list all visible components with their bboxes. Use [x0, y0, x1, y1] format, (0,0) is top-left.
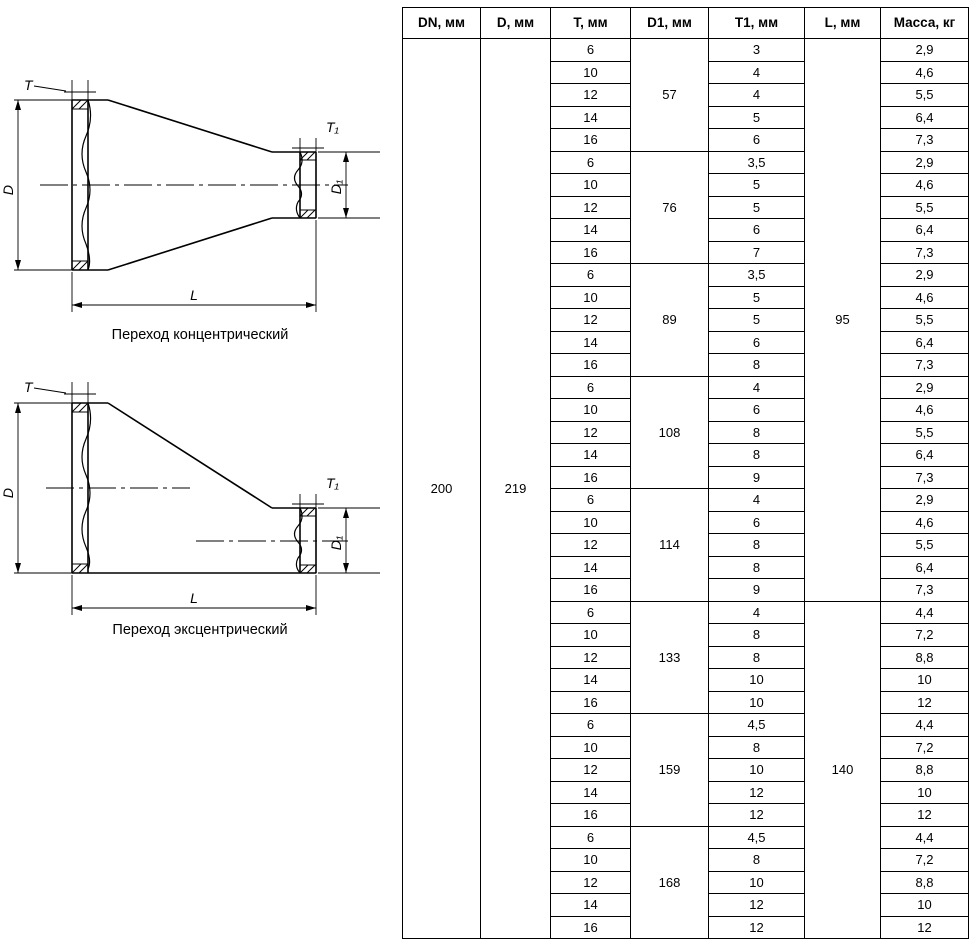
col-header-t: T, мм [551, 8, 631, 39]
cell-t: 12 [551, 196, 631, 219]
cell-mass: 8,8 [881, 871, 969, 894]
cell-t1: 8 [709, 849, 805, 872]
cell-d1: 89 [631, 264, 709, 377]
cell-d1: 57 [631, 39, 709, 152]
cell-t1: 5 [709, 286, 805, 309]
cell-t1: 8 [709, 534, 805, 557]
col-header-t1: T1, мм [709, 8, 805, 39]
cell-t1: 4 [709, 376, 805, 399]
cell-t: 6 [551, 601, 631, 624]
cell-t: 14 [551, 219, 631, 242]
cell-t1: 9 [709, 466, 805, 489]
label-D-concentric: D [0, 184, 16, 196]
cell-t: 14 [551, 894, 631, 917]
label-T-eccentric: T [24, 379, 33, 395]
table-body [403, 39, 969, 939]
concentric-reducer-drawing [0, 60, 400, 350]
cell-t: 10 [551, 399, 631, 422]
cell-t: 12 [551, 534, 631, 557]
cell-t: 10 [551, 849, 631, 872]
cell-t: 10 [551, 511, 631, 534]
cell-t1: 8 [709, 646, 805, 669]
cell-dn: 200 [403, 39, 481, 939]
cell-t: 14 [551, 556, 631, 579]
col-header-l: L, мм [805, 8, 881, 39]
table-row [403, 39, 969, 62]
cell-mass: 6,4 [881, 219, 969, 242]
cell-mass: 4,6 [881, 511, 969, 534]
label-T1-concentric: T₁ [326, 119, 339, 135]
cell-t1: 6 [709, 399, 805, 422]
cell-mass: 4,4 [881, 826, 969, 849]
cell-t1: 4,5 [709, 826, 805, 849]
cell-mass: 10 [881, 669, 969, 692]
cell-t: 16 [551, 129, 631, 152]
cell-mass: 2,9 [881, 376, 969, 399]
cell-d1: 114 [631, 489, 709, 602]
cell-t: 14 [551, 106, 631, 129]
cell-mass: 2,9 [881, 264, 969, 287]
cell-t1: 9 [709, 579, 805, 602]
cell-t1: 5 [709, 106, 805, 129]
cell-t: 10 [551, 736, 631, 759]
cell-t1: 6 [709, 331, 805, 354]
cell-t1: 8 [709, 354, 805, 377]
cell-t: 12 [551, 646, 631, 669]
cell-mass: 7,2 [881, 736, 969, 759]
label-D1-eccentric: D₁ [328, 535, 344, 551]
cell-t1: 5 [709, 196, 805, 219]
cell-t: 10 [551, 61, 631, 84]
specification-table [402, 7, 969, 939]
cell-t: 10 [551, 286, 631, 309]
cell-mass: 5,5 [881, 534, 969, 557]
cell-mass: 5,5 [881, 196, 969, 219]
cell-mass: 6,4 [881, 444, 969, 467]
cell-d1: 133 [631, 601, 709, 714]
cell-t1: 5 [709, 174, 805, 197]
cell-mass: 10 [881, 781, 969, 804]
cell-t1: 6 [709, 129, 805, 152]
cell-d1: 159 [631, 714, 709, 827]
specification-table-wrapper [402, 7, 968, 935]
cell-mass: 12 [881, 691, 969, 714]
cell-mass: 5,5 [881, 421, 969, 444]
cell-t1: 8 [709, 624, 805, 647]
cell-t1: 5 [709, 309, 805, 332]
cell-t: 10 [551, 174, 631, 197]
cell-t1: 3 [709, 39, 805, 62]
cell-t: 6 [551, 264, 631, 287]
caption-eccentric: Переход эксцентрический [112, 622, 288, 638]
label-D1-concentric: D₁ [328, 179, 344, 195]
cell-t: 6 [551, 826, 631, 849]
label-T1-eccentric: T₁ [326, 475, 339, 491]
cell-t1: 8 [709, 444, 805, 467]
table-header [403, 8, 969, 39]
cell-t: 16 [551, 354, 631, 377]
cell-t1: 8 [709, 736, 805, 759]
cell-t: 12 [551, 759, 631, 782]
cell-t: 14 [551, 669, 631, 692]
cell-mass: 4,4 [881, 601, 969, 624]
cell-t1: 3,5 [709, 151, 805, 174]
col-header-d1: D1, мм [631, 8, 709, 39]
label-L-concentric: L [190, 287, 198, 303]
cell-mass: 2,9 [881, 39, 969, 62]
cell-mass: 8,8 [881, 759, 969, 782]
cell-t: 10 [551, 624, 631, 647]
cell-mass: 7,3 [881, 241, 969, 264]
cell-t1: 10 [709, 871, 805, 894]
cell-t1: 12 [709, 781, 805, 804]
cell-t1: 10 [709, 691, 805, 714]
cell-d1: 108 [631, 376, 709, 489]
cell-t: 16 [551, 804, 631, 827]
eccentric-reducer-svg [0, 368, 400, 658]
cell-t: 6 [551, 39, 631, 62]
cell-t: 16 [551, 241, 631, 264]
cell-t1: 4 [709, 84, 805, 107]
cell-mass: 2,9 [881, 151, 969, 174]
cell-mass: 12 [881, 804, 969, 827]
cell-t: 16 [551, 916, 631, 939]
label-T-concentric: T [24, 77, 33, 93]
cell-mass: 6,4 [881, 106, 969, 129]
cell-mass: 6,4 [881, 331, 969, 354]
col-header-dn: DN, мм [403, 8, 481, 39]
cell-t1: 4 [709, 489, 805, 512]
cell-mass: 2,9 [881, 489, 969, 512]
cell-t1: 8 [709, 556, 805, 579]
cell-t: 14 [551, 781, 631, 804]
col-header-d: D, мм [481, 8, 551, 39]
cell-mass: 7,2 [881, 624, 969, 647]
cell-mass: 4,4 [881, 714, 969, 737]
cell-t: 14 [551, 331, 631, 354]
drawings-panel [0, 0, 400, 733]
cell-mass: 4,6 [881, 399, 969, 422]
cell-l: 140 [805, 601, 881, 939]
cell-t1: 3,5 [709, 264, 805, 287]
cell-t1: 6 [709, 219, 805, 242]
cell-t1: 12 [709, 894, 805, 917]
cell-t: 6 [551, 714, 631, 737]
cell-t: 16 [551, 691, 631, 714]
cell-mass: 7,3 [881, 579, 969, 602]
cell-t1: 8 [709, 421, 805, 444]
cell-mass: 4,6 [881, 61, 969, 84]
cell-t: 6 [551, 376, 631, 399]
col-header-mass: Масса, кг [881, 8, 969, 39]
cell-mass: 4,6 [881, 174, 969, 197]
caption-concentric: Переход концентрический [111, 327, 289, 343]
cell-mass: 8,8 [881, 646, 969, 669]
cell-t: 12 [551, 309, 631, 332]
cell-t: 6 [551, 151, 631, 174]
cell-t: 12 [551, 871, 631, 894]
cell-mass: 7,3 [881, 354, 969, 377]
concentric-reducer-svg [0, 60, 400, 350]
cell-mass: 10 [881, 894, 969, 917]
cell-d: 219 [481, 39, 551, 939]
eccentric-reducer-drawing [0, 368, 400, 658]
cell-t: 16 [551, 579, 631, 602]
cell-t1: 6 [709, 511, 805, 534]
label-D-eccentric: D [0, 487, 16, 499]
cell-t1: 10 [709, 759, 805, 782]
cell-l: 95 [805, 39, 881, 602]
cell-t: 14 [551, 444, 631, 467]
cell-mass: 5,5 [881, 84, 969, 107]
cell-t1: 7 [709, 241, 805, 264]
cell-t: 6 [551, 489, 631, 512]
cell-mass: 4,6 [881, 286, 969, 309]
cell-t1: 4 [709, 61, 805, 84]
cell-d1: 76 [631, 151, 709, 264]
cell-t: 12 [551, 84, 631, 107]
label-L-eccentric: L [190, 590, 198, 606]
cell-mass: 7,2 [881, 849, 969, 872]
cell-mass: 12 [881, 916, 969, 939]
cell-t1: 12 [709, 916, 805, 939]
table-header-row [403, 8, 969, 39]
cell-t1: 4 [709, 601, 805, 624]
cell-t: 16 [551, 466, 631, 489]
cell-mass: 7,3 [881, 129, 969, 152]
cell-mass: 7,3 [881, 466, 969, 489]
cell-t1: 4,5 [709, 714, 805, 737]
cell-t1: 10 [709, 669, 805, 692]
cell-t: 12 [551, 421, 631, 444]
cell-d1: 168 [631, 826, 709, 939]
cell-t1: 12 [709, 804, 805, 827]
cell-mass: 6,4 [881, 556, 969, 579]
cell-mass: 5,5 [881, 309, 969, 332]
